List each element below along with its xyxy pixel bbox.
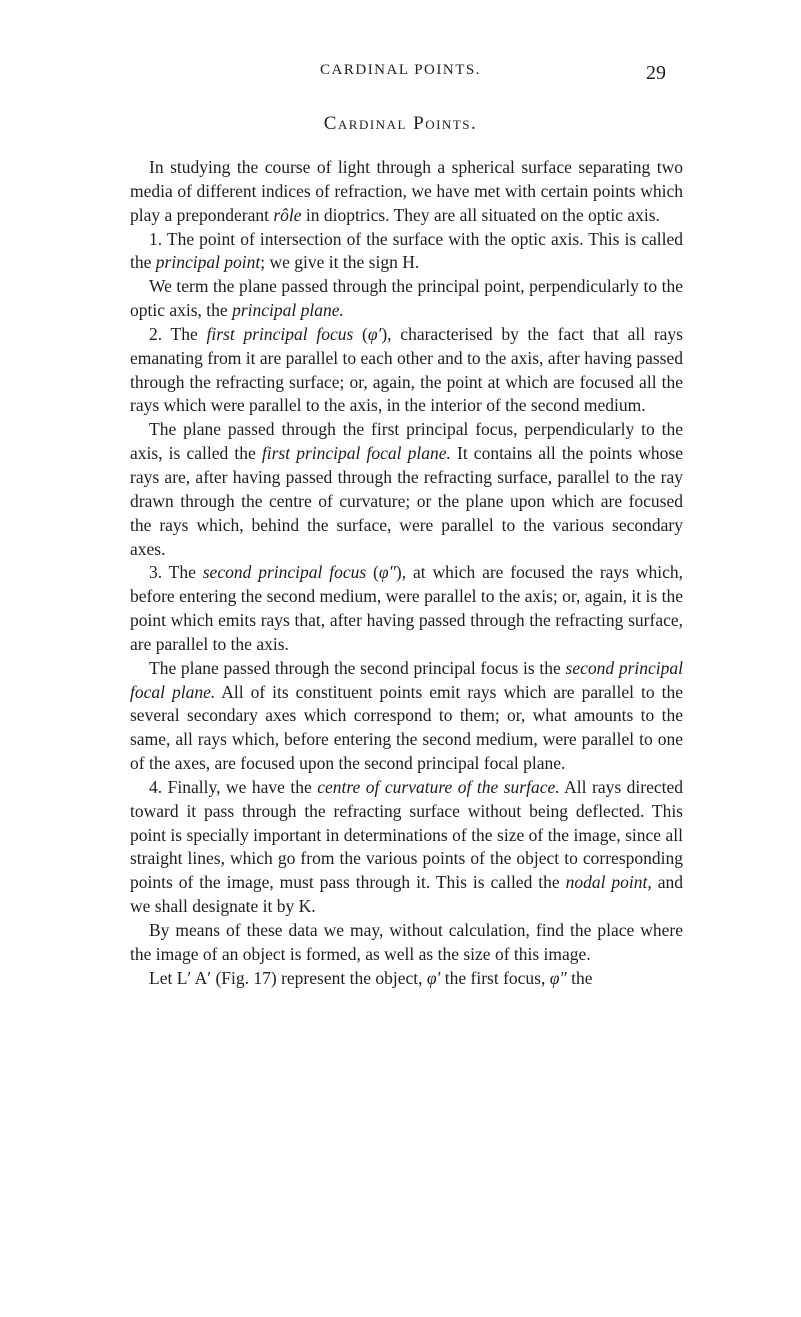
paragraph <box>130 967 683 991</box>
text-run: In studying the course of light through a spherical surface separating two media of different indices of refraction, we have met with certain points which play a preponderant <box>130 157 683 225</box>
italic-text: φ′ <box>426 967 441 988</box>
text-run: All rays directed toward it pass through the refracting surface without being deflected. This point is specially important in determinations of the size of the image, since all straight lines, which go from the various points of the object to corresponding points of the image, must pass through it. This is called the <box>130 776 683 893</box>
text-run: and we shall designate it by K. <box>130 872 683 917</box>
text-run: the <box>566 967 593 988</box>
italic-text: first principal focal plane. <box>261 443 451 464</box>
paragraph <box>130 228 683 276</box>
text-run: 4. Finally, we have the <box>149 776 318 797</box>
paragraph <box>130 323 683 418</box>
italic-text: second principal focal plane. <box>130 657 683 702</box>
text-run: We term the plane passed through the principal point, perpendicularly to the optic axis, the <box>130 276 683 321</box>
text-run: ( <box>366 562 379 583</box>
text-run: ), characterised by the fact that all rays emanating from it are parallel to each other and to the axis, after having passed through the refracting surface; or, again, the point at which are focused all the rays which were parallel to the axis, in the interior of the second medium. <box>130 323 683 416</box>
italic-text: φ″ <box>378 562 396 583</box>
italic-text: first principal focus <box>206 323 354 344</box>
paragraph <box>130 275 683 323</box>
text-run: 2. The <box>149 323 207 344</box>
section-title: Cardinal Points. <box>323 113 478 134</box>
paragraph <box>130 418 683 561</box>
text-run: Let L′ A′ (Fig. 17) represent the object, <box>149 967 427 988</box>
text-run: The plane passed through the second principal focus is the <box>149 657 566 678</box>
text-run: All of its constituent points emit rays which are parallel to the several secondary axes which correspond to them; or, what amounts to the same, all rays which, before entering the second medium, were parallel to one of the axes, are focused upon the second principal focal plane. <box>130 681 683 774</box>
text-run: The plane passed through the first principal focus, perpendicularly to the axis, is called the <box>130 419 683 464</box>
italic-text: φ″ <box>549 967 567 988</box>
running-title: CARDINAL POINTS. <box>320 62 481 78</box>
paragraph <box>130 657 683 776</box>
text-run: 1. The point of intersection of the surface with the optic axis. This is called the <box>130 228 683 273</box>
paragraph <box>130 561 683 656</box>
paragraph <box>130 776 683 919</box>
paragraph <box>130 156 683 228</box>
italic-text: principal plane. <box>232 300 344 321</box>
text-run: in dioptrics. They are all situated on the optic axis. <box>301 204 660 225</box>
italic-text: φ′ <box>367 323 382 344</box>
text-run: By means of these data we may, without calculation, find the place where the image of an object is formed, as well as the size of this image. <box>130 920 683 964</box>
text-run: 3. The <box>149 562 203 583</box>
text-run: ), at which are focused the rays which, before entering the second medium, were parallel to the axis; or, again, it is the point which emits rays that, after having passed through the refracting surface, are parallel to the axis. <box>130 562 683 654</box>
text-run: ; we give it the sign H. <box>260 252 420 273</box>
italic-text: second principal focus <box>202 562 367 583</box>
italic-text: rôle <box>273 204 302 225</box>
text-run: It contains all the points whose rays are, after having passed through the refracting surface, parallel to the ray drawn through the centre of curvature; or the plane upon which are focused the rays which, behind the surface, were parallel to the various secondary axes. <box>130 443 683 559</box>
italic-text: nodal point, <box>565 872 652 893</box>
page-number: 29 <box>646 62 666 84</box>
text-run: ( <box>353 323 368 344</box>
italic-text: principal point <box>155 252 261 273</box>
text-run: the first focus, <box>440 967 550 988</box>
running-header <box>0 62 801 84</box>
italic-text: centre of curvature of the surface. <box>317 776 560 797</box>
paragraph <box>130 919 683 967</box>
body-text <box>130 156 683 991</box>
